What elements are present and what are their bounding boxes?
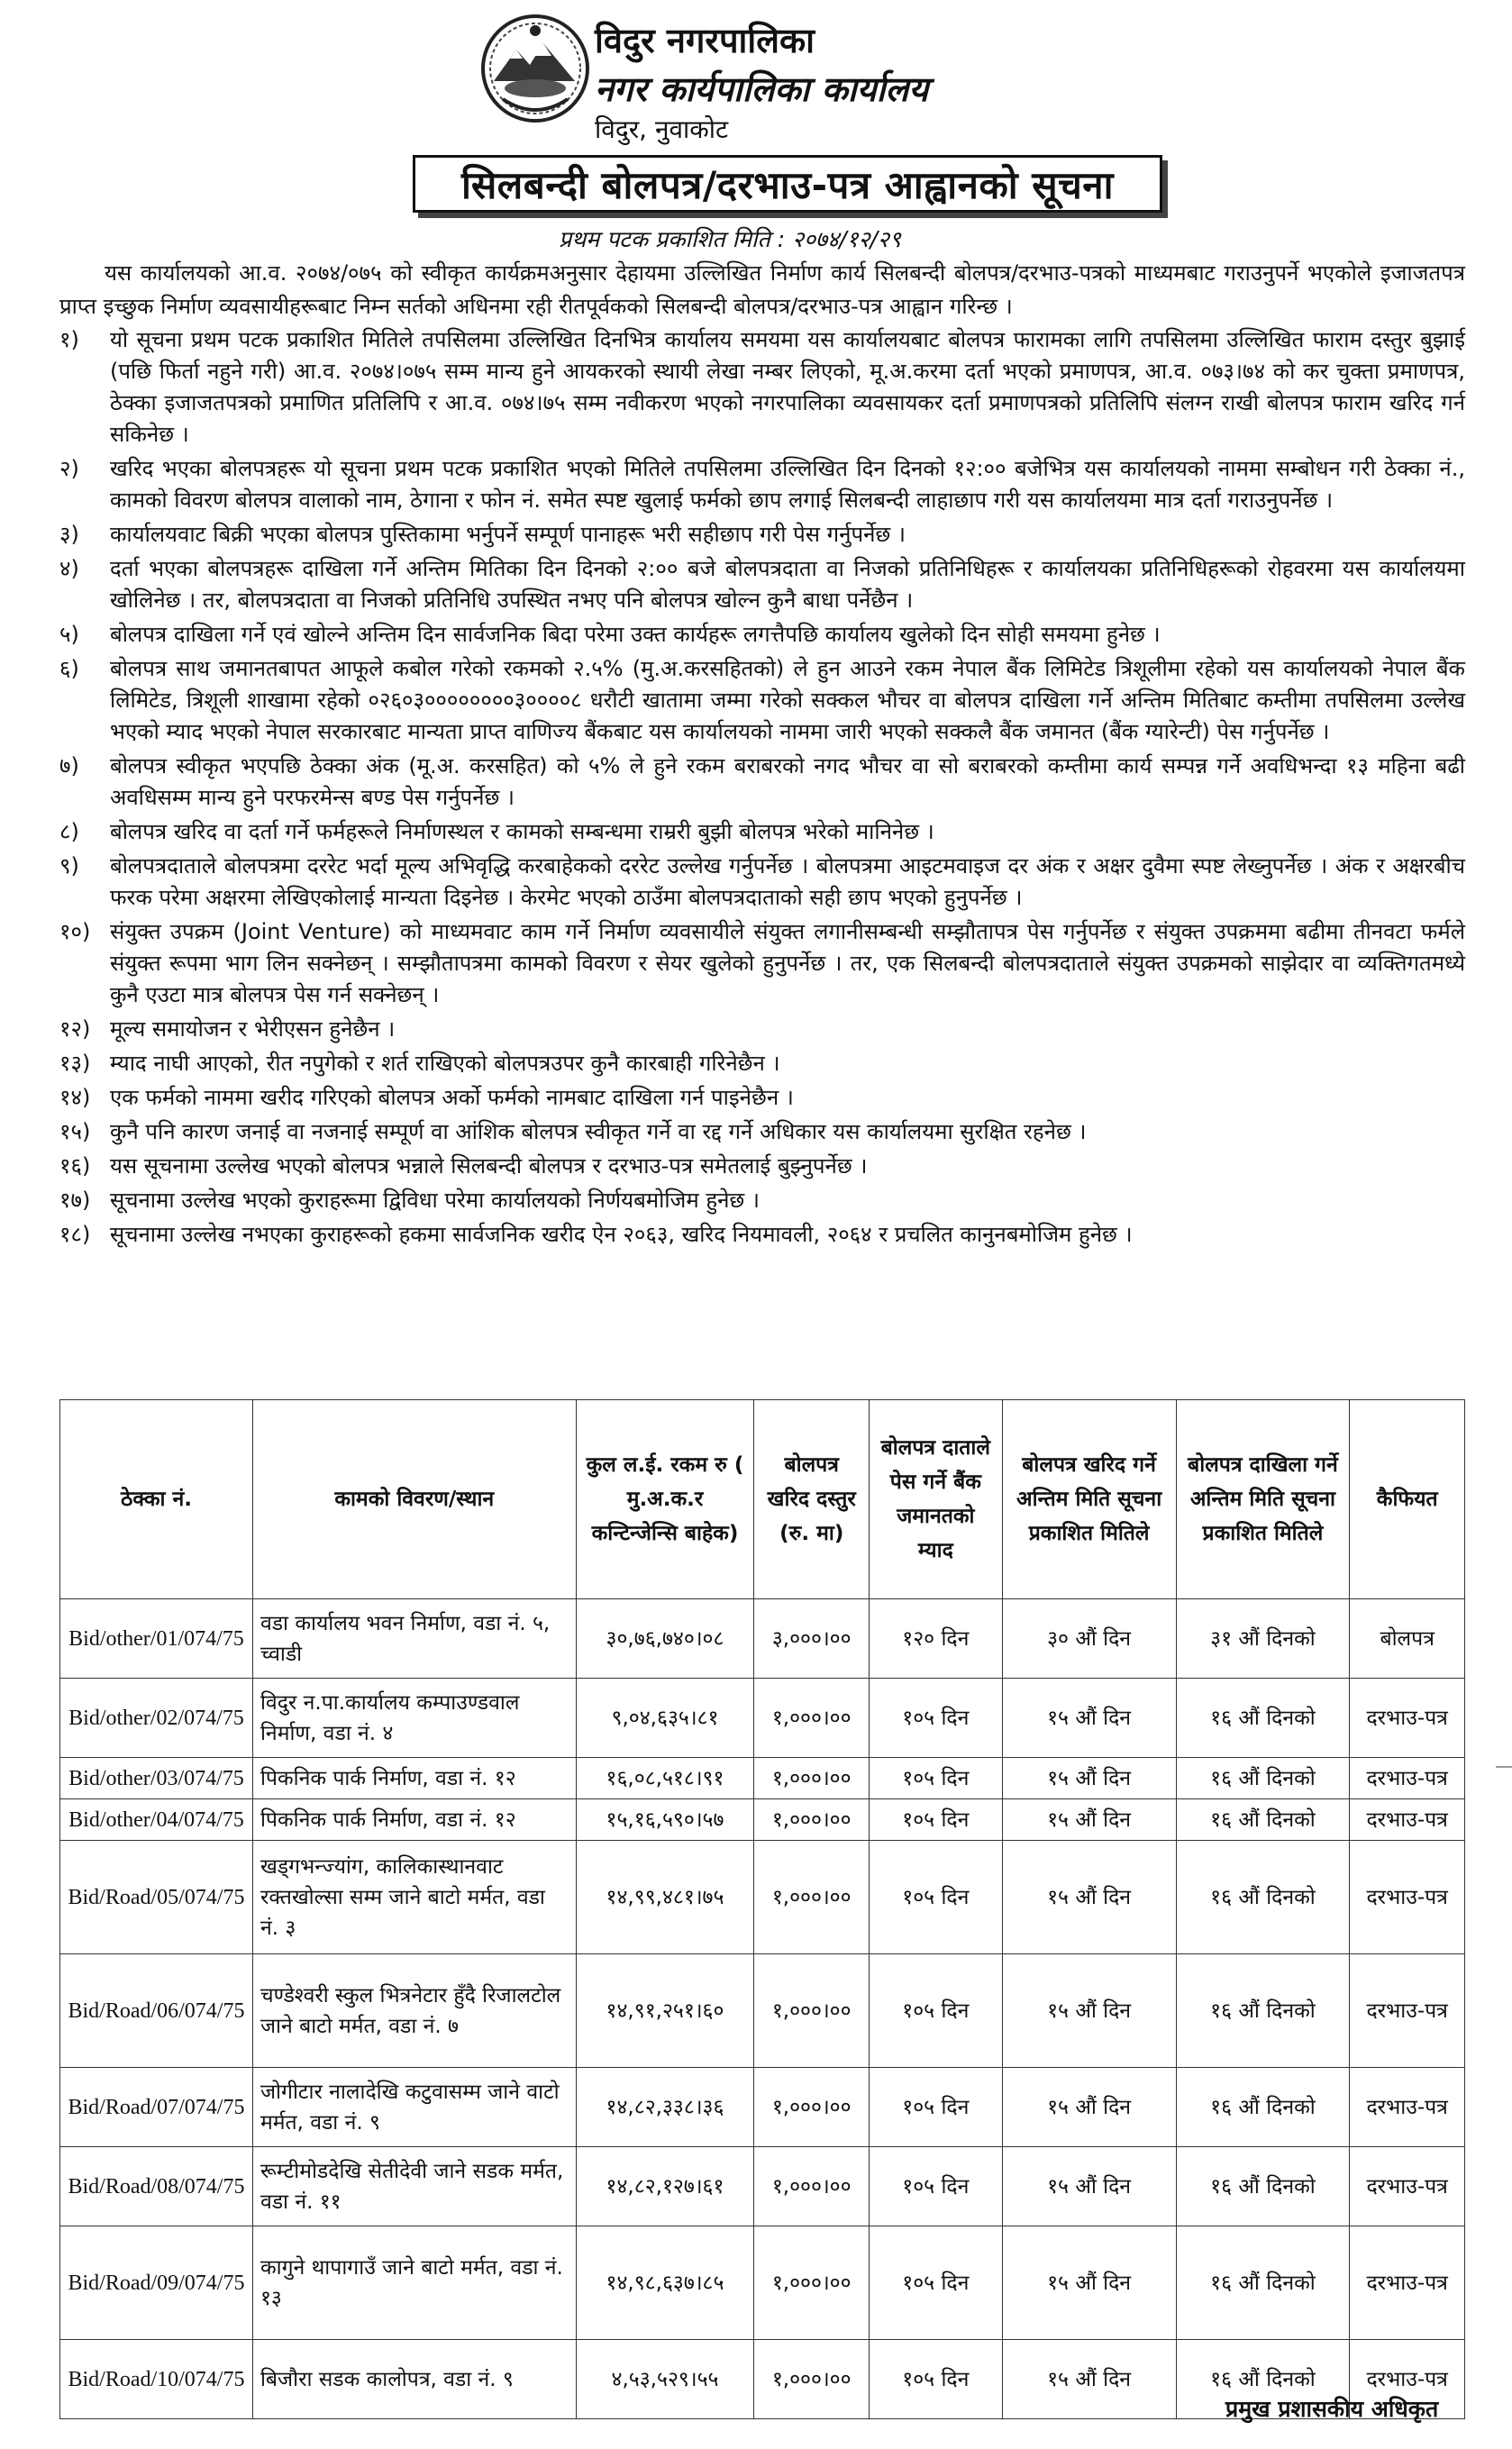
cell-fee: १,०००।०० xyxy=(754,2226,870,2340)
cell-submit-last: १६ औं दिनको xyxy=(1176,1799,1350,1841)
cell-guarantee: १०५ दिन xyxy=(870,2147,1003,2226)
cell-guarantee: १०५ दिन xyxy=(870,1799,1003,1841)
cell-fee: १,०००।०० xyxy=(754,1799,870,1841)
cell-guarantee: १२० दिन xyxy=(870,1599,1003,1679)
cell-cost: ४,५३,५२९।५५ xyxy=(576,2340,754,2419)
cell-desc: पिकनिक पार्क निर्माण, वडा नं. १२ xyxy=(252,1758,576,1799)
cell-desc: बिजौरा सडक कालोपत्र, वडा नं. ९ xyxy=(252,2340,576,2419)
table-row xyxy=(60,2068,1465,2147)
term-number: १५) xyxy=(59,1119,91,1144)
cell-code: Bid/Road/09/074/75 xyxy=(60,2226,253,2340)
cell-remarks: दरभाउ-पत्र xyxy=(1350,1954,1465,2068)
cell-cost: १४,९९,४८१।७५ xyxy=(576,1841,754,1954)
cell-submit-last: १६ औं दिनको xyxy=(1176,2340,1350,2419)
cell-code: Bid/other/02/074/75 xyxy=(60,1679,253,1758)
table-row xyxy=(60,1679,1465,1758)
cell-cost: ९,०४,६३५।८१ xyxy=(576,1679,754,1758)
col-header-submit-last: बोलपत्र दाखिला गर्ने अन्तिम मिति सूचना प्रकाशित मितिले xyxy=(1176,1400,1350,1599)
cell-remarks: बोलपत्र xyxy=(1350,1599,1465,1679)
cell-desc: विदुर न.पा.कार्यालय कम्पाउण्डवाल निर्माण, वडा नं. ४ xyxy=(252,1679,576,1758)
cell-guarantee: १०५ दिन xyxy=(870,1679,1003,1758)
cell-remarks: दरभाउ-पत्र xyxy=(1350,1799,1465,1841)
term-item xyxy=(59,619,1465,651)
table-row xyxy=(60,1599,1465,1679)
term-number: १७) xyxy=(59,1188,91,1213)
cell-code: Bid/Road/07/074/75 xyxy=(60,2068,253,2147)
term-item xyxy=(59,553,1465,616)
cell-cost: १५,१६,५९०।५७ xyxy=(576,1799,754,1841)
term-item xyxy=(59,916,1465,1011)
col-header-guarantee: बोलपत्र दाताले पेस गर्ने बैंक जमानतको म्याद xyxy=(870,1400,1003,1599)
term-number: १२) xyxy=(59,1016,91,1042)
cell-buy-last: १५ औं दिन xyxy=(1002,2226,1176,2340)
term-item xyxy=(59,851,1465,914)
term-text: बोलपत्र खरिद वा दर्ता गर्ने फर्महरूले निर्माणस्थल र कामको सम्बन्धमा राम्ररी बुझी बोलपत्र भरेको मानिनेछ । xyxy=(110,819,934,844)
term-number: २) xyxy=(59,456,79,481)
cell-fee: १,०००।०० xyxy=(754,1841,870,1954)
cell-remarks: दरभाउ-पत्र xyxy=(1350,2340,1465,2419)
cell-code: Bid/other/03/074/75 xyxy=(60,1758,253,1799)
cell-remarks: दरभाउ-पत्र xyxy=(1350,1679,1465,1758)
cell-cost: १४,९१,२५१।६० xyxy=(576,1954,754,2068)
cell-remarks: दरभाउ-पत्र xyxy=(1350,2068,1465,2147)
cell-buy-last: १५ औं दिन xyxy=(1002,1799,1176,1841)
cell-guarantee: १०५ दिन xyxy=(870,1841,1003,1954)
term-number: ३) xyxy=(59,522,79,547)
term-text: बोलपत्र स्वीकृत भएपछि ठेक्का अंक (मू.अ. करसहित) को ५% ले हुने रकम बराबरको नगद भौचर वा सो बराबरको कम्तीमा कार्य सम्पन्न गर्ने अवधिभन्दा १३ महिना बढी अवधिसम्म मान्य हुने परफरमेन्स बण्ड पेस गर्नुपर्नेछ । xyxy=(110,753,1465,810)
cell-remarks: दरभाउ-पत्र xyxy=(1350,2147,1465,2226)
cell-cost: १४,८२,३३८।३६ xyxy=(576,2068,754,2147)
col-header-desc: कामको विवरण/स्थान xyxy=(252,1400,576,1599)
term-item xyxy=(59,519,1465,551)
cell-code: Bid/Road/06/074/75 xyxy=(60,1954,253,2068)
cell-desc: जोगीटार नालादेखि कटुवासम्म जाने वाटो मर्मत, वडा नं. ९ xyxy=(252,2068,576,2147)
term-item xyxy=(59,1082,1465,1114)
term-item xyxy=(59,816,1465,848)
cell-remarks: दरभाउ-पत्र xyxy=(1350,1841,1465,1954)
term-text: संयुक्त उपक्रम (Joint Venture) को माध्यमवाट काम गर्ने निर्माण व्यवसायीले संयुक्त लगानीसम्बन्धी सम्झौतापत्र पेस गर्नुपर्नेछ र संयुक्त उपक्रममा बढीमा तीनवटा फर्मले संयुक्त रूपमा भाग लिन सक्नेछन् । सम्झौतापत्रमा कामको विवरण र सेयर खुलेको हुनुपर्नेछ । तर, एक सिलबन्दी बोलपत्रदाताले संयुक्त उपक्रमको साझेदार वा व्यक्तिगतमध्ये कुनै एउटा मात्र बोलपत्र पेस गर्न सक्नेछन् । xyxy=(110,919,1465,1007)
col-header-code: ठेक्का नं. xyxy=(60,1400,253,1599)
cell-guarantee: १०५ दिन xyxy=(870,1954,1003,2068)
cell-code: Bid/other/04/074/75 xyxy=(60,1799,253,1841)
term-item xyxy=(59,324,1465,451)
cell-desc: कागुने थापागाउँ जाने बाटो मर्मत, वडा नं. १३ xyxy=(252,2226,576,2340)
cell-submit-last: १६ औं दिनको xyxy=(1176,1954,1350,2068)
cell-cost: ३०,७६,७४०।०८ xyxy=(576,1599,754,1679)
term-number: १४) xyxy=(59,1085,91,1110)
term-item xyxy=(59,1151,1465,1182)
cell-fee: १,०००।०० xyxy=(754,2068,870,2147)
term-text: खरिद भएका बोलपत्रहरू यो सूचना प्रथम पटक प्रकाशित भएको मितिले तपसिलमा उल्लिखित दिन दिनको १२:०० बजेभित्र यस कार्यालयको नाममा सम्बोधन गरी ठेक्का नं., कामको विवरण बोलपत्र वालाको नाम, ठेगाना र फोन नं. समेत स्पष्ट खुलाई फर्मको छाप लगाई सिलबन्दी लाहाछाप गरी यस कार्यालयमा मात्र दर्ता गराउनुपर्नेछ । xyxy=(110,456,1465,513)
cell-buy-last: १५ औं दिन xyxy=(1002,2340,1176,2419)
cell-code: Bid/Road/10/074/75 xyxy=(60,2340,253,2419)
cell-cost: १४,९८,६३७।८५ xyxy=(576,2226,754,2340)
table-row xyxy=(60,1758,1465,1799)
office-address: विदुर, नुवाकोट xyxy=(595,114,729,144)
bid-table-header-row xyxy=(60,1400,1465,1599)
notice-header xyxy=(0,0,1512,216)
term-text: बोलपत्रदाताले बोलपत्रमा दररेट भर्दा मूल्य अभिवृद्धि करबाहेकको दररेट उल्लेख गर्नुपर्नेछ । बोलपत्रमा आइटमवाइज दर अंक र अक्षर दुवैमा स्पष्ट लेख्नुपर्नेछ । अंक र अक्षरबीच फरक परेमा अक्षरमा लेखिएकोलाई मान्यता दिइनेछ । केरमेट भएको ठाउँमा बोलपत्रदाताको सही छाप भएको हुनुपर्नेछ । xyxy=(110,853,1465,910)
term-item xyxy=(59,1185,1465,1216)
term-text: एक फर्मको नाममा खरीद गरिएको बोलपत्र अर्को फर्मको नामबाट दाखिला गर्न पाइनेछैन । xyxy=(110,1085,794,1110)
cell-desc: रूम्टीमोडदेखि सेतीदेवी जाने सडक मर्मत, वडा नं. ११ xyxy=(252,2147,576,2226)
table-row xyxy=(60,1799,1465,1841)
cell-desc: पिकनिक पार्क निर्माण, वडा नं. १२ xyxy=(252,1799,576,1841)
col-header-buy-last: बोलपत्र खरिद गर्ने अन्तिम मिति सूचना प्रकाशित मितिले xyxy=(1002,1400,1176,1599)
term-item xyxy=(59,653,1465,748)
table-row xyxy=(60,1841,1465,1954)
term-number: ६) xyxy=(59,656,79,681)
cell-desc: चण्डेश्वरी स्कुल भित्रनेटार हुँदै रिजालटोल जाने बाटो मर्मत, वडा नं. ७ xyxy=(252,1954,576,2068)
term-number: १) xyxy=(59,327,79,352)
cell-fee: १,०००।०० xyxy=(754,2147,870,2226)
term-text: बोलपत्र साथ जमानतबापत आफूले कबोल गरेको रकमको २.५% (मु.अ.करसहितको) ले हुन आउने रकम नेपाल बैंक लिमिटेड त्रिशूलीमा रहेको यस कार्यालयको नेपाल बैंक लिमिटेड, त्रिशूली शाखामा रहेको ०२६०३००००००००३००००८ धरौटी खातामा जम्मा गरेको सक्कल भौचर वा बोलपत्र दाखिला गर्ने अन्तिम मितिबाट कम्तीमा तपसिलमा उल्लेख भएको म्याद भएको नेपाल सरकारबाट मान्यता प्राप्त वाणिज्य बैंकबाट यस कार्यालयको नाममा जारी भएको सक्कलै बैंक जमानत (बैंक ग्यारेन्टी) पेस गर्नुपर्नेछ । xyxy=(110,656,1465,744)
cell-guarantee: १०५ दिन xyxy=(870,2068,1003,2147)
term-item xyxy=(59,1014,1465,1045)
cell-guarantee: १०५ दिन xyxy=(870,2340,1003,2419)
term-text: यस सूचनामा उल्लेख भएको बोलपत्र भन्नाले सिलबन्दी बोलपत्र र दरभाउ-पत्र समेतलाई बुझ्नुपर्नेछ । xyxy=(110,1153,868,1179)
intro-paragraph: यस कार्यालयको आ.व. २०७४/०७५ को स्वीकृत कार्यक्रमअनुसार देहायमा उल्लिखित निर्माण कार्य सिलबन्दी बोलपत्र/दरभाउ-पत्रको माध्यमबाट गराउनुपर्ने भएकोले इजाजतपत्र प्राप्त इच्छुक निर्माण व्यवसायीहरूबाट निम्न सर्तको अधिनमा रही रीतपूर्वकको सिलबन्दी बोलपत्र/दरभाउ-पत्र आह्वान गरिन्छ । xyxy=(59,260,1465,319)
cell-buy-last: १५ औं दिन xyxy=(1002,1954,1176,2068)
table-row xyxy=(60,2147,1465,2226)
cell-buy-last: १५ औं दिन xyxy=(1002,1841,1176,1954)
cell-submit-last: १६ औं दिनको xyxy=(1176,1758,1350,1799)
cell-fee: १,०००।०० xyxy=(754,1954,870,2068)
scan-artifact-line xyxy=(1496,1766,1512,1768)
cell-buy-last: १५ औं दिन xyxy=(1002,1679,1176,1758)
cell-remarks: दरभाउ-पत्र xyxy=(1350,1758,1465,1799)
term-number: १३) xyxy=(59,1051,91,1076)
cell-cost: १६,०८,५१८।९१ xyxy=(576,1758,754,1799)
term-item xyxy=(59,1048,1465,1079)
cell-submit-last: १६ औं दिनको xyxy=(1176,1841,1350,1954)
term-number: ५) xyxy=(59,622,79,647)
office-name: विदुर नगरपालिका xyxy=(595,21,815,60)
table-row xyxy=(60,1954,1465,2068)
cell-submit-last: १६ औं दिनको xyxy=(1176,2068,1350,2147)
cell-code: Bid/other/01/074/75 xyxy=(60,1599,253,1679)
cell-desc: खड्गभन्ज्यांग, कालिकास्थानवाट रक्तखोल्सा सम्म जाने बाटो मर्मत, वडा नं. ३ xyxy=(252,1841,576,1954)
cell-submit-last: १६ औं दिनको xyxy=(1176,2226,1350,2340)
publish-date: प्रथम पटक प्रकाशित मिति : २०७४/१२/२९ xyxy=(559,226,901,252)
term-text: दर्ता भएका बोलपत्रहरू दाखिला गर्ने अन्तिम मितिका दिन दिनको २:०० बजे बोलपत्रदाता वा निजको प्रतिनिधिहरू र कार्यालयका प्रतिनिधिहरूको रोहवरमा यस कार्यालयमा खोलिनेछ । तर, बोलपत्रदाता वा निजको प्रतिनिधि उपस्थित नभए पनि बोलपत्र खोल्न कुनै बाधा पर्नेछैन । xyxy=(110,556,1465,613)
term-number: १८) xyxy=(59,1222,91,1247)
cell-code: Bid/Road/05/074/75 xyxy=(60,1841,253,1954)
term-number: ७) xyxy=(59,753,79,778)
cell-fee: १,०००।०० xyxy=(754,1679,870,1758)
cell-code: Bid/Road/08/074/75 xyxy=(60,2147,253,2226)
term-number: ८) xyxy=(59,819,79,844)
term-item xyxy=(59,1116,1465,1148)
cell-guarantee: १०५ दिन xyxy=(870,1758,1003,1799)
table-row xyxy=(60,2226,1465,2340)
term-text: म्याद नाघी आएको, रीत नपुगेको र शर्त राखिएको बोलपत्रउपर कुनै कारबाही गरिनेछैन । xyxy=(110,1051,780,1076)
notice-title: सिलबन्दी बोलपत्र/दरभाउ-पत्र आह्वानको सूचना xyxy=(413,155,1162,213)
bid-table xyxy=(59,1399,1465,2419)
term-text: सूचनामा उल्लेख नभएका कुराहरूको हकमा सार्वजनिक खरीद ऐन २०६३, खरिद नियमावली, २०६४ र प्रचलित कानुनबमोजिम हुनेछ । xyxy=(110,1222,1133,1247)
term-number: १०) xyxy=(59,919,91,944)
nepal-emblem-icon xyxy=(476,9,595,126)
cell-guarantee: १०५ दिन xyxy=(870,2226,1003,2340)
term-text: कार्यालयवाट बिक्री भएका बोलपत्र पुस्तिकामा भर्नुपर्ने सम्पूर्ण पानाहरू भरी सहीछाप गरी पेस गर्नुपर्नेछ । xyxy=(110,522,906,547)
term-text: कुनै पनि कारण जनाई वा नजनाई सम्पूर्ण वा आंशिक बोलपत्र स्वीकृत गर्ने वा रद्द गर्ने अधिकार यस कार्यालयमा सुरक्षित रहनेछ । xyxy=(110,1119,1087,1144)
term-text: यो सूचना प्रथम पटक प्रकाशित मितिले तपसिलमा उल्लिखित दिनभित्र कार्यालय समयमा यस कार्यालयबाट बोलपत्र फारामका लागि तपसिलमा उल्लिखित फाराम दस्तुर बुझाई (पछि फिर्ता नहुने गरी) आ.व. २०७४।०७५ सम्म मान्य हुने आयकरको स्थायी लेखा नम्बर लिएको, मू.अ.करमा दर्ता भएको प्रमाणपत्र, आ.व. ०७३।७४ को कर चुक्ता प्रमाणपत्र, ठेक्का इजाजतपत्रको प्रमाणित प्रतिलिपि र आ.व. ०७४।७५ सम्म नवीकरण भएको नगरपालिका व्यवसायकर दर्ता प्रमाणपत्रको प्रतिलिपि संलग्न राखी बोलपत्र फाराम खरिद गर्न सकिनेछ । xyxy=(110,327,1465,447)
cell-remarks: दरभाउ-पत्र xyxy=(1350,2226,1465,2340)
cell-submit-last: ३१ औं दिनको xyxy=(1176,1599,1350,1679)
cell-cost: १४,८२,१२७।६१ xyxy=(576,2147,754,2226)
cell-fee: १,०००।०० xyxy=(754,2340,870,2419)
signature-title: प्रमुख प्रशासकीय अधिकृत xyxy=(1225,2396,1439,2422)
cell-desc: वडा कार्यालय भवन निर्माण, वडा नं. ५, च्वाडी xyxy=(252,1599,576,1679)
cell-buy-last: ३० औं दिन xyxy=(1002,1599,1176,1679)
term-number: ९) xyxy=(59,853,79,879)
office-subtitle: नगर कार्यपालिका कार्यालय xyxy=(595,69,929,109)
cell-fee: १,०००।०० xyxy=(754,1758,870,1799)
term-item xyxy=(59,751,1465,814)
term-item xyxy=(59,1219,1465,1251)
terms-list xyxy=(59,324,1465,1253)
cell-buy-last: १५ औं दिन xyxy=(1002,2147,1176,2226)
col-header-fee: बोलपत्र खरिद दस्तुर (रु. मा) xyxy=(754,1400,870,1599)
cell-fee: ३,०००।०० xyxy=(754,1599,870,1679)
cell-buy-last: १५ औं दिन xyxy=(1002,1758,1176,1799)
term-number: ४) xyxy=(59,556,79,581)
cell-submit-last: १६ औं दिनको xyxy=(1176,1679,1350,1758)
term-text: बोलपत्र दाखिला गर्ने एवं खोल्ने अन्तिम दिन सार्वजनिक बिदा परेमा उक्त कार्यहरू लगत्तैपछि कार्यालय खुलेको दिन सोही समयमा हुनेछ । xyxy=(110,622,1161,647)
term-number: १६) xyxy=(59,1153,91,1179)
term-text: मूल्य समायोजन र भेरीएसन हुनेछैन । xyxy=(110,1016,396,1042)
col-header-cost: कुल ल.ई. रकम रु ( मु.अ.क.र कन्टिन्जेन्सि बाहेक) xyxy=(576,1400,754,1599)
term-text: सूचनामा उल्लेख भएको कुराहरूमा द्विविधा परेमा कार्यालयको निर्णयबमोजिम हुनेछ । xyxy=(110,1188,760,1213)
col-header-remarks: कैफियत xyxy=(1350,1400,1465,1599)
term-item xyxy=(59,453,1465,516)
cell-submit-last: १६ औं दिनको xyxy=(1176,2147,1350,2226)
cell-buy-last: १५ औं दिन xyxy=(1002,2068,1176,2147)
